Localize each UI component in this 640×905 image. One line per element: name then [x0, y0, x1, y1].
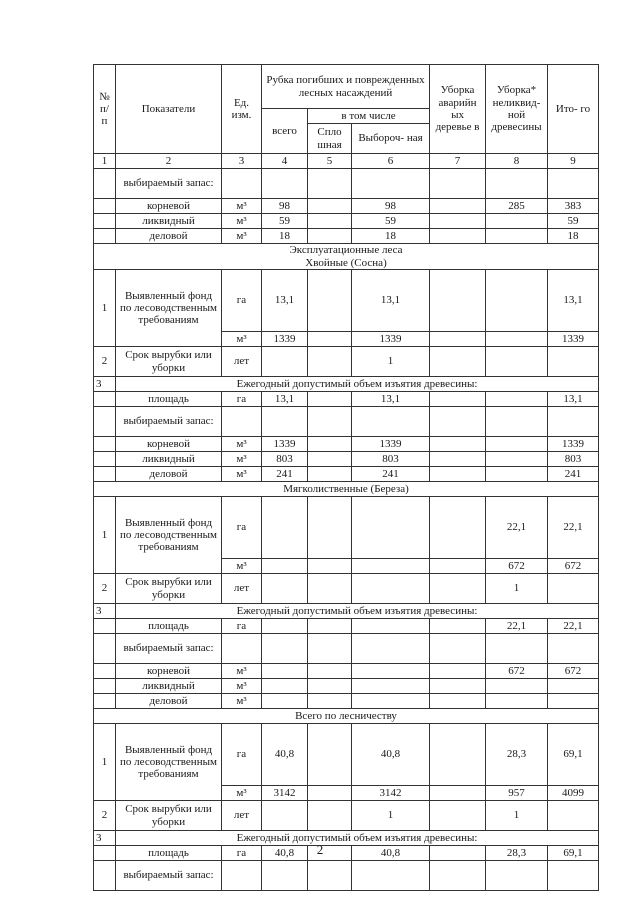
value-selective: 40,8 [352, 724, 430, 786]
row-number-cell [94, 634, 116, 664]
value-clear [308, 229, 352, 244]
value-clear [308, 467, 352, 482]
table-row [94, 437, 599, 452]
value-selective: 59 [352, 214, 430, 229]
value-total [262, 634, 308, 664]
section-title [94, 709, 599, 724]
value-total [262, 497, 308, 559]
value-clear [308, 199, 352, 214]
value-total: 40,8 [262, 724, 308, 786]
value-clear [308, 497, 352, 559]
value-total: 18 [262, 229, 308, 244]
value-illiquid: 1 [486, 574, 548, 604]
value-illiquid: 22,1 [486, 497, 548, 559]
value-total [262, 559, 308, 574]
row-label: Выявленный фонд по лесоводственным требованиям [116, 270, 222, 347]
value-clear [308, 694, 352, 709]
value-illiquid [486, 392, 548, 407]
value-selective [352, 169, 430, 199]
value-emergency [430, 724, 486, 786]
value-illiquid [486, 694, 548, 709]
column-numbers-row [94, 154, 599, 169]
unit-cell: га [222, 724, 262, 786]
value-emergency [430, 634, 486, 664]
row-number-cell: 1 [94, 724, 116, 801]
value-emergency [430, 679, 486, 694]
value-emergency [430, 574, 486, 604]
value-emergency [430, 392, 486, 407]
column-number: 9 [548, 154, 599, 169]
unit-cell: м³ [222, 694, 262, 709]
value-selective: 1339 [352, 437, 430, 452]
value-selective: 1 [352, 801, 430, 831]
row-label: ликвидный [116, 679, 222, 694]
unit-cell: га [222, 392, 262, 407]
table-row [94, 407, 599, 437]
value-emergency [430, 559, 486, 574]
value-total: 3142 [262, 786, 308, 801]
table-row [94, 619, 599, 634]
col-total-header: Ито- го [548, 65, 599, 154]
value-total: 13,1 [262, 392, 308, 407]
row-label: корневой [116, 199, 222, 214]
value-sum: 69,1 [548, 846, 599, 861]
table-row [94, 724, 599, 786]
row-number-cell [94, 664, 116, 679]
row-label: деловой [116, 229, 222, 244]
value-emergency [430, 199, 486, 214]
value-selective [352, 497, 430, 559]
table-row [94, 392, 599, 407]
unit-cell: лет [222, 801, 262, 831]
column-number: 6 [352, 154, 430, 169]
table-row [94, 199, 599, 214]
value-total [262, 347, 308, 377]
row-label: выбираемый запас: [116, 861, 222, 891]
value-clear [308, 270, 352, 332]
value-illiquid: 28,3 [486, 846, 548, 861]
value-sum: 13,1 [548, 270, 599, 332]
value-sum [548, 347, 599, 377]
table-row [94, 801, 599, 831]
unit-cell: м³ [222, 664, 262, 679]
value-sum [548, 407, 599, 437]
value-clear [308, 801, 352, 831]
value-sum [548, 679, 599, 694]
value-sum [548, 861, 599, 891]
unit-cell: м³ [222, 679, 262, 694]
section-title-text: Всего по лесничеству [295, 709, 397, 722]
value-total [262, 861, 308, 891]
row-number-cell: 3 [94, 831, 116, 846]
value-illiquid [486, 679, 548, 694]
annual-volume-row [94, 604, 599, 619]
value-sum [548, 634, 599, 664]
value-total: 241 [262, 467, 308, 482]
column-number: 1 [94, 154, 116, 169]
unit-cell: м³ [222, 786, 262, 801]
value-emergency [430, 270, 486, 332]
value-sum: 241 [548, 467, 599, 482]
value-illiquid [486, 467, 548, 482]
value-total: 1339 [262, 437, 308, 452]
value-sum: 1339 [548, 437, 599, 452]
row-number-cell: 2 [94, 574, 116, 604]
page-number: 2 [316, 842, 324, 857]
unit-cell: м³ [222, 467, 262, 482]
table-row [94, 664, 599, 679]
col-unit-header: Ед. изм. [222, 65, 262, 154]
column-number: 8 [486, 154, 548, 169]
col-clear-header: Спло шная [308, 124, 352, 154]
value-total [262, 619, 308, 634]
row-label: Выявленный фонд по лесоводственным требованиям [116, 724, 222, 801]
row-number-cell [94, 229, 116, 244]
row-number-cell [94, 452, 116, 467]
value-selective: 13,1 [352, 270, 430, 332]
table-row [94, 861, 599, 891]
value-selective [352, 664, 430, 679]
value-illiquid [486, 452, 548, 467]
row-number-cell [94, 437, 116, 452]
row-number-cell: 2 [94, 347, 116, 377]
table-row [94, 452, 599, 467]
value-emergency [430, 169, 486, 199]
table-row [94, 229, 599, 244]
value-clear [308, 861, 352, 891]
unit-cell: м³ [222, 199, 262, 214]
table-row [94, 694, 599, 709]
value-selective [352, 679, 430, 694]
value-sum: 13,1 [548, 392, 599, 407]
value-clear [308, 559, 352, 574]
column-number: 5 [308, 154, 352, 169]
value-sum: 22,1 [548, 497, 599, 559]
unit-cell: га [222, 270, 262, 332]
row-number-cell [94, 619, 116, 634]
annual-volume-title: Ежегодный допустимый объем изъятия древесины: [116, 831, 599, 846]
annual-volume-row [94, 377, 599, 392]
value-total [262, 169, 308, 199]
section-title [94, 244, 599, 270]
section-subtitle-text: Хвойные (Сосна) [305, 256, 387, 269]
col-emergency-header: Уборка аварийн ых деревье в [430, 65, 486, 154]
col-all-header: всего [262, 109, 308, 154]
value-illiquid: 285 [486, 199, 548, 214]
value-sum: 803 [548, 452, 599, 467]
value-emergency [430, 347, 486, 377]
value-total [262, 574, 308, 604]
value-emergency [430, 861, 486, 891]
table-row [94, 634, 599, 664]
table-row [94, 270, 599, 332]
value-emergency [430, 437, 486, 452]
value-selective: 1339 [352, 332, 430, 347]
row-label: деловой [116, 467, 222, 482]
value-clear [308, 169, 352, 199]
value-clear [308, 724, 352, 786]
value-sum: 18 [548, 229, 599, 244]
value-emergency [430, 467, 486, 482]
value-clear [308, 392, 352, 407]
value-selective: 40,8 [352, 846, 430, 861]
value-illiquid [486, 861, 548, 891]
value-emergency [430, 694, 486, 709]
value-clear [308, 407, 352, 437]
unit-cell: га [222, 619, 262, 634]
row-number-cell [94, 199, 116, 214]
value-selective [352, 619, 430, 634]
value-selective [352, 407, 430, 437]
unit-cell: м³ [222, 437, 262, 452]
table-row [94, 497, 599, 559]
value-total: 13,1 [262, 270, 308, 332]
row-number-cell [94, 392, 116, 407]
unit-cell: га [222, 497, 262, 559]
section-title [94, 482, 599, 497]
table-row [94, 467, 599, 482]
value-sum: 383 [548, 199, 599, 214]
unit-cell: м³ [222, 229, 262, 244]
value-sum: 1339 [548, 332, 599, 347]
col-felling-header: Рубка погибших и поврежденных лесных насаждений [262, 65, 430, 109]
value-total: 40,8 [262, 846, 308, 861]
column-number: 4 [262, 154, 308, 169]
row-label: выбираемый запас: [116, 407, 222, 437]
unit-cell: м³ [222, 214, 262, 229]
unit-cell: га [222, 846, 262, 861]
table-body [94, 169, 599, 891]
row-label: Срок вырубки или уборки [116, 347, 222, 377]
value-emergency [430, 786, 486, 801]
value-emergency [430, 214, 486, 229]
unit-cell: лет [222, 347, 262, 377]
value-clear [308, 664, 352, 679]
value-selective: 18 [352, 229, 430, 244]
row-label: деловой [116, 694, 222, 709]
value-illiquid: 672 [486, 664, 548, 679]
column-number: 3 [222, 154, 262, 169]
value-selective [352, 634, 430, 664]
value-clear [308, 786, 352, 801]
value-selective [352, 694, 430, 709]
row-label: выбираемый запас: [116, 634, 222, 664]
value-selective [352, 574, 430, 604]
row-label: ликвидный [116, 452, 222, 467]
value-illiquid [486, 214, 548, 229]
value-illiquid: 28,3 [486, 724, 548, 786]
value-emergency [430, 801, 486, 831]
value-selective: 241 [352, 467, 430, 482]
value-emergency [430, 619, 486, 634]
value-total [262, 801, 308, 831]
column-number: 2 [116, 154, 222, 169]
value-clear [308, 332, 352, 347]
row-label: площадь [116, 392, 222, 407]
row-label: площадь [116, 846, 222, 861]
value-total: 803 [262, 452, 308, 467]
unit-cell [222, 634, 262, 664]
annual-volume-title: Ежегодный допустимый объем изъятия древесины: [116, 604, 599, 619]
value-clear [308, 574, 352, 604]
table-header [94, 65, 599, 169]
value-selective [352, 861, 430, 891]
value-sum: 59 [548, 214, 599, 229]
col-indicators-header: Показатели [116, 65, 222, 154]
value-illiquid [486, 270, 548, 332]
section-title-row [94, 482, 599, 497]
row-number-cell: 1 [94, 497, 116, 574]
forest-volume-table [93, 64, 599, 891]
row-number-cell [94, 169, 116, 199]
value-illiquid: 672 [486, 559, 548, 574]
value-emergency [430, 229, 486, 244]
row-number-cell [94, 467, 116, 482]
annual-volume-title: Ежегодный допустимый объем изъятия древесины: [116, 377, 599, 392]
section-title-text: Мягколиственные (Береза) [283, 482, 409, 495]
unit-cell [222, 169, 262, 199]
value-selective: 1 [352, 347, 430, 377]
row-label: Срок вырубки или уборки [116, 801, 222, 831]
value-illiquid [486, 437, 548, 452]
value-sum [548, 694, 599, 709]
value-illiquid [486, 347, 548, 377]
value-selective: 3142 [352, 786, 430, 801]
value-clear [308, 214, 352, 229]
row-label: Срок вырубки или уборки [116, 574, 222, 604]
value-selective: 803 [352, 452, 430, 467]
value-sum [548, 801, 599, 831]
section-title-text: Эксплуатационные леса [289, 244, 403, 257]
value-sum: 22,1 [548, 619, 599, 634]
value-emergency [430, 497, 486, 559]
row-number-cell [94, 214, 116, 229]
value-sum: 69,1 [548, 724, 599, 786]
row-number-cell [94, 861, 116, 891]
value-selective [352, 559, 430, 574]
section-title-row [94, 709, 599, 724]
unit-cell: м³ [222, 559, 262, 574]
value-clear [308, 452, 352, 467]
value-emergency [430, 664, 486, 679]
value-illiquid [486, 634, 548, 664]
row-label: корневой [116, 664, 222, 679]
value-total: 1339 [262, 332, 308, 347]
unit-cell: м³ [222, 332, 262, 347]
value-sum [548, 169, 599, 199]
section-title-row [94, 244, 599, 270]
value-sum [548, 574, 599, 604]
unit-cell [222, 407, 262, 437]
value-sum: 672 [548, 559, 599, 574]
value-illiquid [486, 169, 548, 199]
value-clear [308, 634, 352, 664]
value-selective: 13,1 [352, 392, 430, 407]
value-total: 98 [262, 199, 308, 214]
col-selective-header: Выбороч- ная [352, 124, 430, 154]
column-number: 7 [430, 154, 486, 169]
value-illiquid [486, 229, 548, 244]
value-total [262, 694, 308, 709]
row-number-cell [94, 694, 116, 709]
row-number-cell: 3 [94, 377, 116, 392]
value-total [262, 407, 308, 437]
value-clear [308, 619, 352, 634]
unit-cell: м³ [222, 452, 262, 467]
table-row [94, 679, 599, 694]
value-sum: 4099 [548, 786, 599, 801]
unit-cell: лет [222, 574, 262, 604]
col-num-header: № п/ п [94, 65, 116, 154]
row-label: площадь [116, 619, 222, 634]
row-label: ликвидный [116, 214, 222, 229]
row-label: корневой [116, 437, 222, 452]
row-number-cell [94, 679, 116, 694]
table-row [94, 574, 599, 604]
row-number-cell: 1 [94, 270, 116, 347]
row-number-cell: 3 [94, 604, 116, 619]
value-total [262, 664, 308, 679]
value-sum: 672 [548, 664, 599, 679]
value-total: 59 [262, 214, 308, 229]
value-clear [308, 679, 352, 694]
value-clear [308, 437, 352, 452]
value-emergency [430, 407, 486, 437]
row-label: выбираемый запас: [116, 169, 222, 199]
value-illiquid [486, 407, 548, 437]
row-number-cell: 2 [94, 801, 116, 831]
value-illiquid: 22,1 [486, 619, 548, 634]
row-number-cell [94, 407, 116, 437]
table-row [94, 347, 599, 377]
row-label: Выявленный фонд по лесоводственным требованиям [116, 497, 222, 574]
value-illiquid: 1 [486, 801, 548, 831]
value-emergency [430, 332, 486, 347]
col-including-header: в том числе [308, 109, 430, 124]
value-total [262, 679, 308, 694]
value-clear [308, 347, 352, 377]
table-row [94, 214, 599, 229]
value-illiquid [486, 332, 548, 347]
value-illiquid: 957 [486, 786, 548, 801]
unit-cell [222, 861, 262, 891]
col-illiquid-header: Уборка* неликвид- ной древесины [486, 65, 548, 154]
table-row [94, 169, 599, 199]
value-selective: 98 [352, 199, 430, 214]
value-emergency [430, 452, 486, 467]
